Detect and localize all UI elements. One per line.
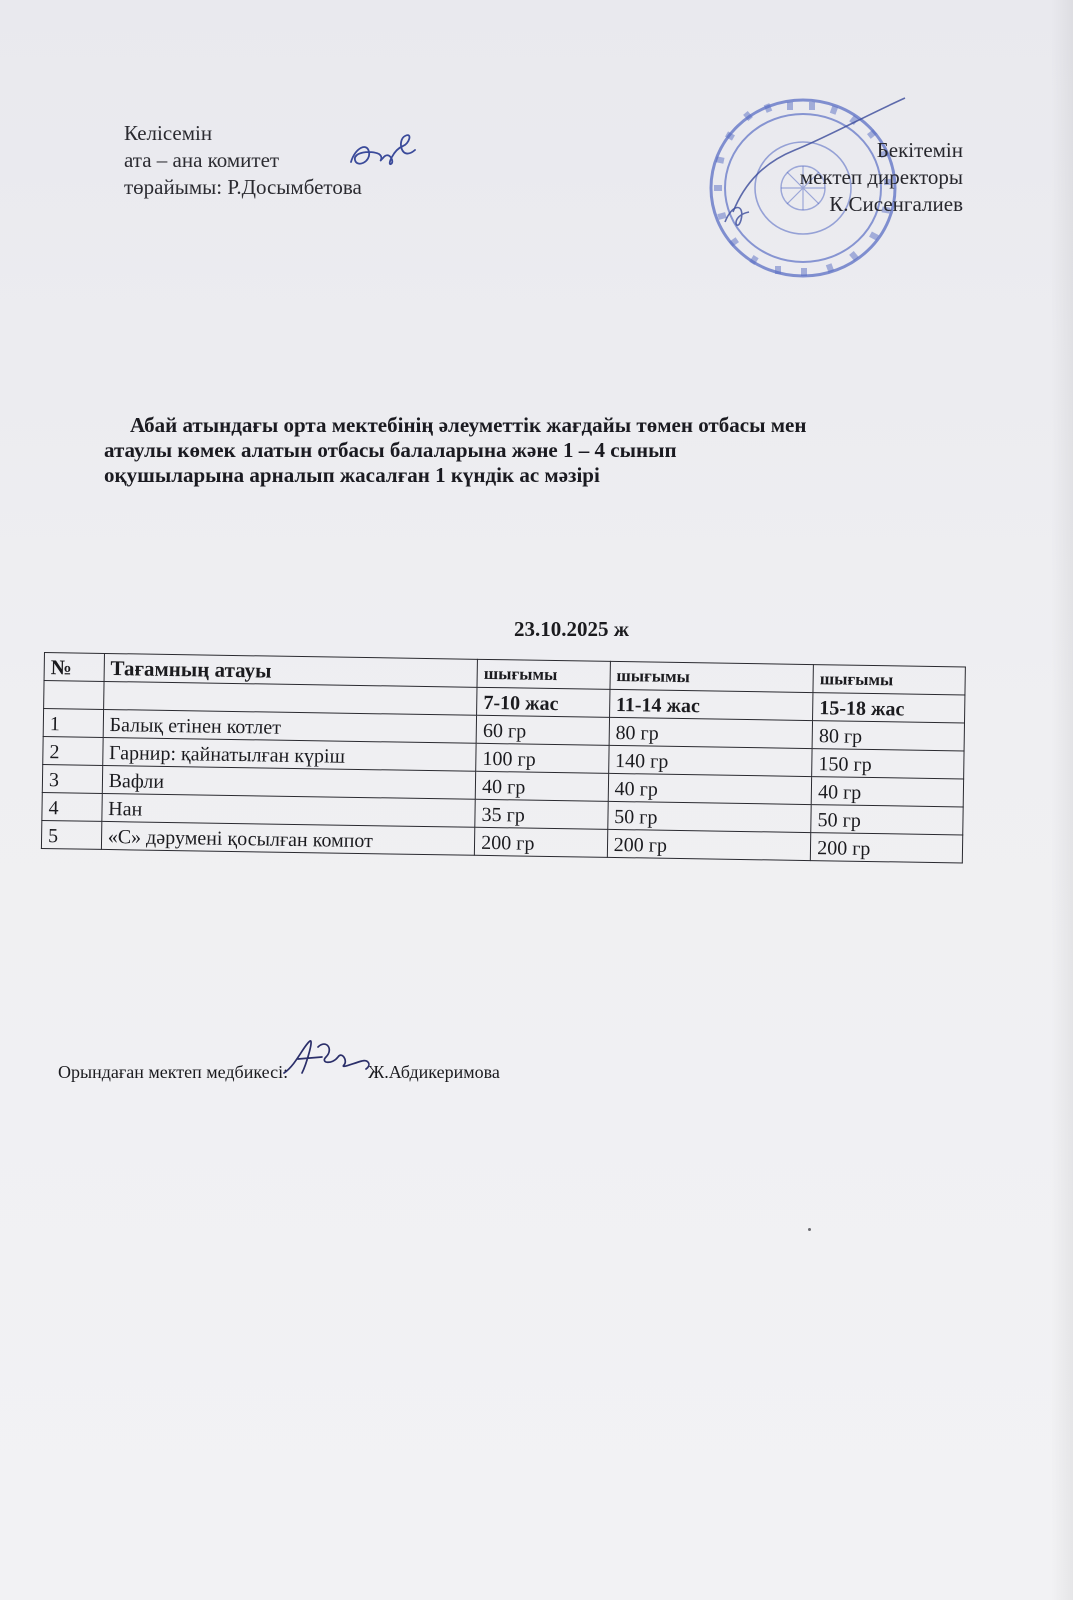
dish-name: Балық етінен котлет (103, 709, 477, 743)
row-number: 3 (42, 764, 102, 793)
header-age-group: 7-10 жас (477, 687, 610, 717)
approval-label: Келісемін (124, 121, 213, 145)
document-title (104, 413, 984, 488)
portion-7-10: 60 гр (476, 715, 609, 745)
portion-7-10: 40 гр (475, 771, 608, 801)
header-dish-name: Тағамның атауы (104, 653, 478, 687)
nurse-signature (282, 1035, 374, 1079)
approval-chair-name: төрайымы: Р.Досымбетова (124, 175, 362, 199)
row-number: 1 (43, 709, 103, 738)
header-yield: шығымы (610, 661, 814, 692)
portion-11-14: 80 гр (609, 717, 813, 748)
portion-15-18: 200 гр (810, 833, 962, 863)
empty-cell (44, 681, 104, 710)
menu-table (41, 652, 966, 863)
portion-15-18: 40 гр (811, 777, 963, 807)
dish-name: Нан (102, 793, 476, 827)
paper-speck (808, 1228, 811, 1231)
approval-position: мектеп директоры (799, 165, 963, 189)
portion-15-18: 80 гр (812, 721, 964, 751)
nurse-signature-line (58, 1062, 500, 1083)
approval-director-name: К.Сисенгалиев (829, 192, 963, 216)
row-number: 4 (42, 792, 102, 821)
nurse-name: Ж.Абдикеримова (368, 1062, 500, 1082)
portion-15-18: 150 гр (812, 749, 964, 779)
portion-7-10: 100 гр (476, 743, 609, 773)
portion-11-14: 200 гр (607, 829, 811, 860)
portion-11-14: 40 гр (608, 773, 812, 804)
approval-committee: ата – ана комитет (124, 148, 280, 172)
director-approval (800, 137, 963, 218)
portion-15-18: 50 гр (811, 805, 963, 835)
parent-committee-approval (124, 120, 362, 201)
signature-space (288, 1063, 368, 1083)
header-age-group: 11-14 жас (609, 689, 813, 720)
header-yield: шығымы (477, 659, 610, 689)
portion-11-14: 140 гр (608, 745, 812, 776)
dish-name: «С» дәрумені қосылған компот (101, 821, 475, 855)
portion-7-10: 35 гр (475, 799, 608, 829)
header-number: № (44, 653, 104, 682)
approval-label: Бекітемін (876, 138, 963, 162)
chair-signature (345, 128, 425, 176)
menu-date: 23.10.2025 ж (514, 617, 629, 641)
row-number: 2 (43, 736, 103, 765)
dish-name: Гарнир: қайнатылған күріш (102, 737, 476, 771)
header-age-group: 15-18 жас (813, 693, 965, 723)
header-yield: шығымы (813, 665, 965, 695)
portion-11-14: 50 гр (608, 801, 812, 832)
row-number: 5 (41, 820, 101, 849)
title-line-2: атаулы көмек алатын отбасы балаларына және 1 – 4 сынып (104, 438, 677, 462)
nurse-label: Орындаған мектеп медбикесі: (58, 1062, 289, 1082)
dish-name: Вафли (102, 765, 476, 799)
title-line-1: Абай атындағы орта мектебінің әлеуметтік жағдайы төмен отбасы мен (130, 413, 807, 437)
page-edge-shadow (1051, 0, 1073, 1600)
portion-7-10: 200 гр (475, 827, 608, 857)
title-line-3: оқушыларына арналып жасалған 1 күндік ас мәзірі (104, 463, 600, 487)
